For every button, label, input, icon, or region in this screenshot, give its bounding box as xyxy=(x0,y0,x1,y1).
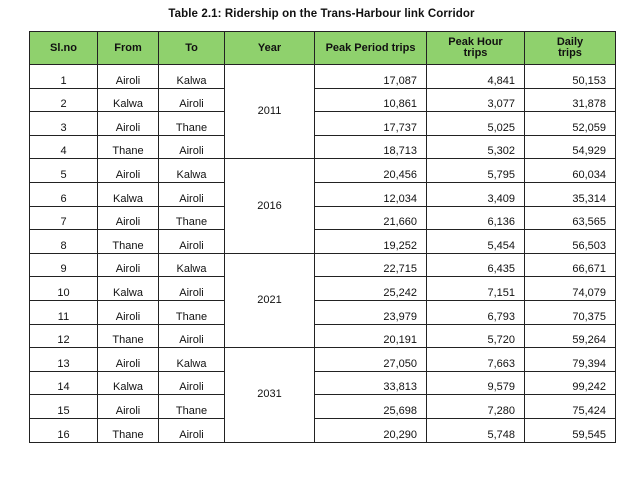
cell-from: Airoli xyxy=(98,159,159,183)
cell-peak-period-trips: 25,698 xyxy=(315,395,427,419)
cell-daily-trips: 56,503 xyxy=(525,230,616,254)
cell-peak-period-trips: 18,713 xyxy=(315,135,427,159)
table-row xyxy=(30,371,616,395)
cell-to: Kalwa xyxy=(159,348,225,372)
cell-peak-hour-trips: 6,136 xyxy=(427,206,525,230)
cell-slno: 6 xyxy=(30,182,98,206)
cell-from: Thane xyxy=(98,324,159,348)
header-to: To xyxy=(159,32,225,65)
cell-peak-hour-trips: 5,302 xyxy=(427,135,525,159)
cell-daily-trips: 63,565 xyxy=(525,206,616,230)
header-peak-hour-line1: Peak Hour xyxy=(448,36,503,48)
cell-to: Kalwa xyxy=(159,159,225,183)
cell-from: Airoli xyxy=(98,300,159,324)
cell-slno: 3 xyxy=(30,112,98,136)
cell-daily-trips: 66,671 xyxy=(525,253,616,277)
header-peak-period-trips: Peak Period trips xyxy=(315,32,427,65)
table-row xyxy=(30,135,616,159)
cell-peak-hour-trips: 5,748 xyxy=(427,418,525,442)
table-row xyxy=(30,159,616,183)
cell-slno: 4 xyxy=(30,135,98,159)
cell-peak-period-trips: 22,715 xyxy=(315,253,427,277)
table-row xyxy=(30,395,616,419)
cell-daily-trips: 59,264 xyxy=(525,324,616,348)
header-row xyxy=(30,32,616,65)
cell-from: Thane xyxy=(98,135,159,159)
cell-from: Airoli xyxy=(98,206,159,230)
cell-peak-period-trips: 23,979 xyxy=(315,300,427,324)
table-row xyxy=(30,112,616,136)
header-slno: Sl.no xyxy=(30,32,98,65)
header-from: From xyxy=(98,32,159,65)
cell-slno: 15 xyxy=(30,395,98,419)
cell-peak-hour-trips: 5,795 xyxy=(427,159,525,183)
cell-to: Airoli xyxy=(159,324,225,348)
cell-daily-trips: 35,314 xyxy=(525,182,616,206)
cell-slno: 2 xyxy=(30,88,98,112)
cell-peak-hour-trips: 3,077 xyxy=(427,88,525,112)
cell-to: Airoli xyxy=(159,418,225,442)
cell-daily-trips: 52,059 xyxy=(525,112,616,136)
cell-peak-hour-trips: 6,793 xyxy=(427,300,525,324)
table-row xyxy=(30,348,616,372)
cell-from: Airoli xyxy=(98,65,159,89)
cell-peak-hour-trips: 7,151 xyxy=(427,277,525,301)
table-row xyxy=(30,88,616,112)
header-peak-hour-trips xyxy=(427,32,525,65)
cell-peak-period-trips: 25,242 xyxy=(315,277,427,301)
cell-peak-period-trips: 33,813 xyxy=(315,371,427,395)
cell-slno: 12 xyxy=(30,324,98,348)
cell-to: Thane xyxy=(159,300,225,324)
cell-slno: 10 xyxy=(30,277,98,301)
cell-peak-hour-trips: 5,454 xyxy=(427,230,525,254)
table-body xyxy=(30,65,616,443)
table-caption: Table 2.1: Ridership on the Trans-Harbour link Corridor xyxy=(168,8,475,20)
cell-peak-period-trips: 12,034 xyxy=(315,182,427,206)
cell-from: Airoli xyxy=(98,112,159,136)
cell-to: Airoli xyxy=(159,371,225,395)
table-row xyxy=(30,300,616,324)
table-row xyxy=(30,230,616,254)
cell-to: Thane xyxy=(159,395,225,419)
cell-to: Thane xyxy=(159,206,225,230)
table-row xyxy=(30,418,616,442)
cell-year: 2031 xyxy=(225,348,315,442)
table-row xyxy=(30,277,616,301)
cell-peak-period-trips: 17,087 xyxy=(315,65,427,89)
cell-from: Airoli xyxy=(98,253,159,277)
cell-peak-hour-trips: 5,720 xyxy=(427,324,525,348)
cell-year: 2016 xyxy=(225,159,315,253)
table-row xyxy=(30,206,616,230)
cell-daily-trips: 99,242 xyxy=(525,371,616,395)
table-row xyxy=(30,324,616,348)
cell-daily-trips: 79,394 xyxy=(525,348,616,372)
cell-to: Airoli xyxy=(159,135,225,159)
ridership-table xyxy=(29,31,616,443)
cell-peak-hour-trips: 7,280 xyxy=(427,395,525,419)
cell-peak-hour-trips: 6,435 xyxy=(427,253,525,277)
cell-peak-hour-trips: 9,579 xyxy=(427,371,525,395)
cell-slno: 9 xyxy=(30,253,98,277)
header-daily-line1: Daily xyxy=(556,36,584,48)
header-peak-hour-line2: trips xyxy=(463,47,488,59)
cell-slno: 11 xyxy=(30,300,98,324)
cell-from: Airoli xyxy=(98,348,159,372)
cell-slno: 7 xyxy=(30,206,98,230)
cell-daily-trips: 54,929 xyxy=(525,135,616,159)
table-row xyxy=(30,65,616,89)
cell-peak-period-trips: 20,191 xyxy=(315,324,427,348)
cell-daily-trips: 75,424 xyxy=(525,395,616,419)
cell-peak-period-trips: 19,252 xyxy=(315,230,427,254)
cell-peak-period-trips: 20,456 xyxy=(315,159,427,183)
cell-daily-trips: 31,878 xyxy=(525,88,616,112)
header-daily-trips xyxy=(525,32,616,65)
cell-year: 2021 xyxy=(225,253,315,347)
table-row xyxy=(30,253,616,277)
cell-peak-hour-trips: 5,025 xyxy=(427,112,525,136)
cell-slno: 1 xyxy=(30,65,98,89)
cell-to: Airoli xyxy=(159,182,225,206)
cell-peak-hour-trips: 4,841 xyxy=(427,65,525,89)
cell-slno: 13 xyxy=(30,348,98,372)
cell-from: Kalwa xyxy=(98,88,159,112)
cell-from: Thane xyxy=(98,230,159,254)
cell-daily-trips: 70,375 xyxy=(525,300,616,324)
cell-from: Kalwa xyxy=(98,277,159,301)
cell-slno: 14 xyxy=(30,371,98,395)
cell-slno: 16 xyxy=(30,418,98,442)
cell-peak-hour-trips: 3,409 xyxy=(427,182,525,206)
cell-to: Kalwa xyxy=(159,65,225,89)
cell-peak-period-trips: 21,660 xyxy=(315,206,427,230)
header-year: Year xyxy=(225,32,315,65)
cell-daily-trips: 60,034 xyxy=(525,159,616,183)
cell-peak-period-trips: 27,050 xyxy=(315,348,427,372)
cell-daily-trips: 59,545 xyxy=(525,418,616,442)
cell-daily-trips: 50,153 xyxy=(525,65,616,89)
cell-from: Airoli xyxy=(98,395,159,419)
table-row xyxy=(30,182,616,206)
cell-to: Thane xyxy=(159,112,225,136)
cell-peak-period-trips: 10,861 xyxy=(315,88,427,112)
cell-year: 2011 xyxy=(225,65,315,159)
cell-to: Airoli xyxy=(159,230,225,254)
cell-daily-trips: 74,079 xyxy=(525,277,616,301)
cell-peak-period-trips: 20,290 xyxy=(315,418,427,442)
cell-from: Kalwa xyxy=(98,371,159,395)
header-daily-line2: trips xyxy=(558,47,582,59)
cell-slno: 5 xyxy=(30,159,98,183)
cell-peak-period-trips: 17,737 xyxy=(315,112,427,136)
cell-to: Airoli xyxy=(159,277,225,301)
table-header xyxy=(30,32,616,65)
cell-from: Thane xyxy=(98,418,159,442)
cell-peak-hour-trips: 7,663 xyxy=(427,348,525,372)
cell-to: Kalwa xyxy=(159,253,225,277)
cell-from: Kalwa xyxy=(98,182,159,206)
cell-slno: 8 xyxy=(30,230,98,254)
cell-to: Airoli xyxy=(159,88,225,112)
